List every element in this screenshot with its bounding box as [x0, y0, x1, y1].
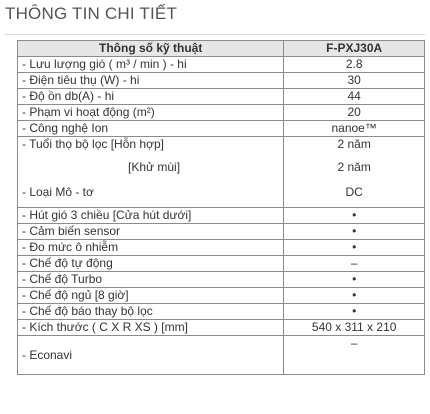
row-value-multi	[284, 137, 425, 208]
table-row	[18, 320, 425, 336]
table-row	[18, 272, 425, 288]
row-value: •	[284, 224, 425, 240]
table-row	[18, 121, 425, 137]
motor-type-value: DC	[345, 185, 363, 199]
table-row	[18, 240, 425, 256]
table-row	[18, 89, 425, 105]
row-value: •	[284, 288, 425, 304]
table-row-econavi	[18, 336, 425, 375]
table-row	[18, 73, 425, 89]
row-value: 2.8	[284, 57, 425, 73]
row-value: nanoe™	[284, 121, 425, 137]
row-label: - Chế độ ngủ [8 giờ]	[18, 288, 284, 304]
row-value: •	[284, 208, 425, 224]
row-value: 540 x 311 x 210	[284, 320, 425, 336]
table-row	[18, 57, 425, 73]
table-row	[18, 224, 425, 240]
row-value: 30	[284, 73, 425, 89]
row-label: - Chế độ Turbo	[18, 272, 284, 288]
row-label: - Lưu lượng gió ( m³ / min ) - hi	[18, 57, 284, 73]
row-label-multi	[18, 137, 284, 208]
table-row-filter-motor	[18, 137, 425, 208]
filter-life-deodor-value: 2 năm	[337, 160, 371, 174]
table-row	[18, 105, 425, 121]
row-label: - Kích thước ( C X R XS ) [mm]	[18, 320, 284, 336]
row-label: - Phạm vi hoạt động (m²)	[18, 105, 284, 121]
row-label: - Cảm biến sensor	[18, 224, 284, 240]
row-label: - Đo mức ô nhiễm	[18, 240, 284, 256]
filter-life-mixed-label: - Tuổi thọ bộ lọc [Hỗn hợp]	[22, 137, 164, 151]
table-row	[18, 304, 425, 320]
title-divider	[5, 34, 425, 35]
row-value: •	[284, 240, 425, 256]
row-label: - Chế độ báo thay bộ lọc	[18, 304, 284, 320]
motor-type-label: - Loại Mô - tơ	[22, 185, 94, 199]
spec-table	[17, 40, 425, 375]
row-label: - Hút gió 3 chiều [Cửa hút dưới]	[18, 208, 284, 224]
row-value: 44	[284, 89, 425, 105]
table-row	[18, 288, 425, 304]
filter-life-mixed-value: 2 năm	[337, 137, 371, 151]
table-header-row	[18, 41, 425, 57]
header-model: F-PXJ30A	[284, 41, 425, 57]
row-value: •	[284, 272, 425, 288]
section-title: THÔNG TIN CHI TIẾT	[5, 4, 178, 23]
table-row	[18, 256, 425, 272]
table-row	[18, 208, 425, 224]
row-value: •	[284, 304, 425, 320]
row-label: - Chế độ tự động	[18, 256, 284, 272]
row-label: - Điện tiêu thụ (W) - hi	[18, 73, 284, 89]
header-spec: Thông số kỹ thuật	[18, 41, 284, 57]
row-label: - Công nghệ Ion	[18, 121, 284, 137]
filter-life-deodor-label: [Khử mùi]	[128, 160, 181, 174]
row-value: –	[284, 256, 425, 272]
econavi-value: –	[284, 336, 425, 375]
econavi-label: - Econavi	[18, 336, 284, 375]
row-label: - Độ ồn db(A) - hi	[18, 89, 284, 105]
row-value: 20	[284, 105, 425, 121]
